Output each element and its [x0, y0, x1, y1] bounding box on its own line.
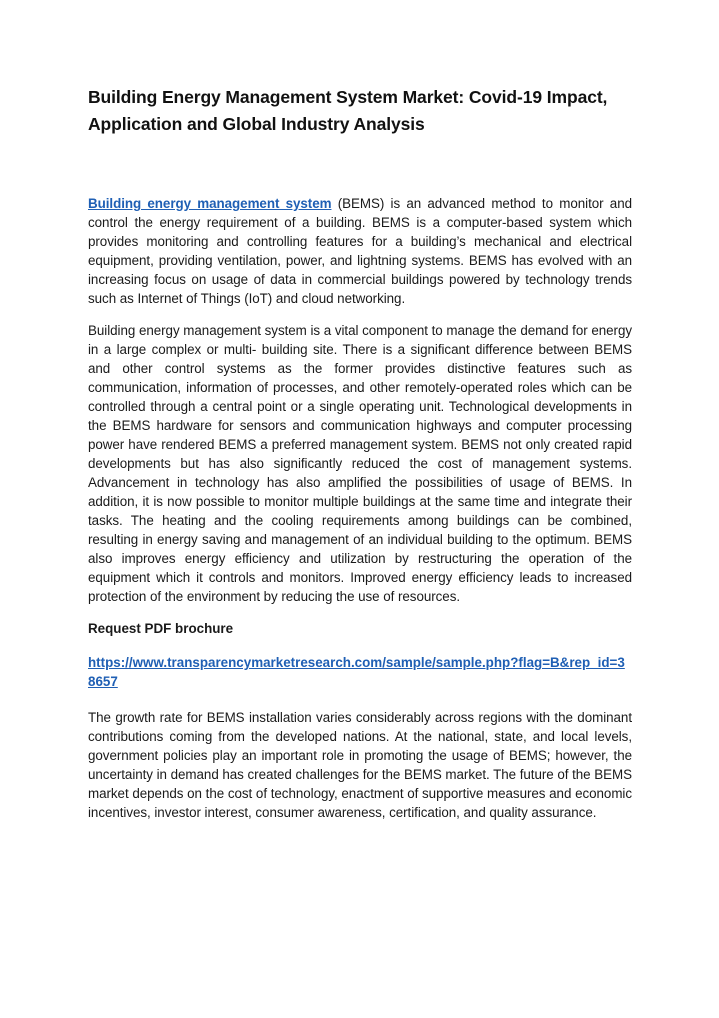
paragraph-3: The growth rate for BEMS installation varies considerably across regions with the dominant contributions coming from the developed nations. At the national, state, and local levels, government policies play an important role in promoting the usage of BEMS; however, the uncertainty in demand has created challenges for the BEMS market. The future of the BEMS market depends on the cost of technology, enactment of supportive measures and economic incentives, investor interest, consumer awareness, certification, and quality assurance.: [88, 710, 632, 820]
intro-text: (BEMS) is an advanced method to monitor and control the energy requirement of a building. BEMS is a computer-based system which provides monitoring and controlling features for a building’s mechanical and electrical equipment, providing ventilation, power, and lightning systems. BEMS has evolved with an increasing focus on usage of data in commercial buildings powered by technology trends such as Internet of Things (IoT) and cloud networking.: [88, 196, 632, 306]
brochure-url-link[interactable]: https://www.transparencymarketresearch.com/sample/sample.php?flag=B&rep_id=38657: [88, 655, 625, 689]
document-page: [88, 84, 632, 835]
intro-paragraph: [88, 194, 632, 308]
bems-inline-link[interactable]: Building energy management system: [88, 196, 332, 211]
request-pdf-label: Request PDF brochure: [88, 621, 234, 636]
paragraph-2: Building energy management system is a vital component to manage the demand for energy in a large complex or multi- building site. There is a significant difference between BEMS and other control systems as the former provides distinctive features such as communication, information of processes, and other remotely-operated roles which can be controlled through a central point or a single operating unit. Technological developments in the BEMS hardware for sensors and communication highways and computer processing power have rendered BEMS a preferred management system. BEMS not only created rapid developments but has also significantly reduced the cost of management systems. Advancement in technology has also amplified the possibilities of usage of BEMS. In addition, it is now possible to monitor multiple buildings at the same time and integrate their tasks. The heating and the cooling requirements among buildings can be combined, resulting in energy saving and management of an individual building to the optimum. BEMS also improves energy efficiency and utilization by restructuring the operation of the equipment which it controls and monitors. Improved energy efficiency leads to increased protection of the environment by reducing the use of resources.: [88, 323, 632, 604]
document-title: Building Energy Management System Market: Covid-19 Impact, Application and Global Industry Analysis: [88, 87, 608, 134]
